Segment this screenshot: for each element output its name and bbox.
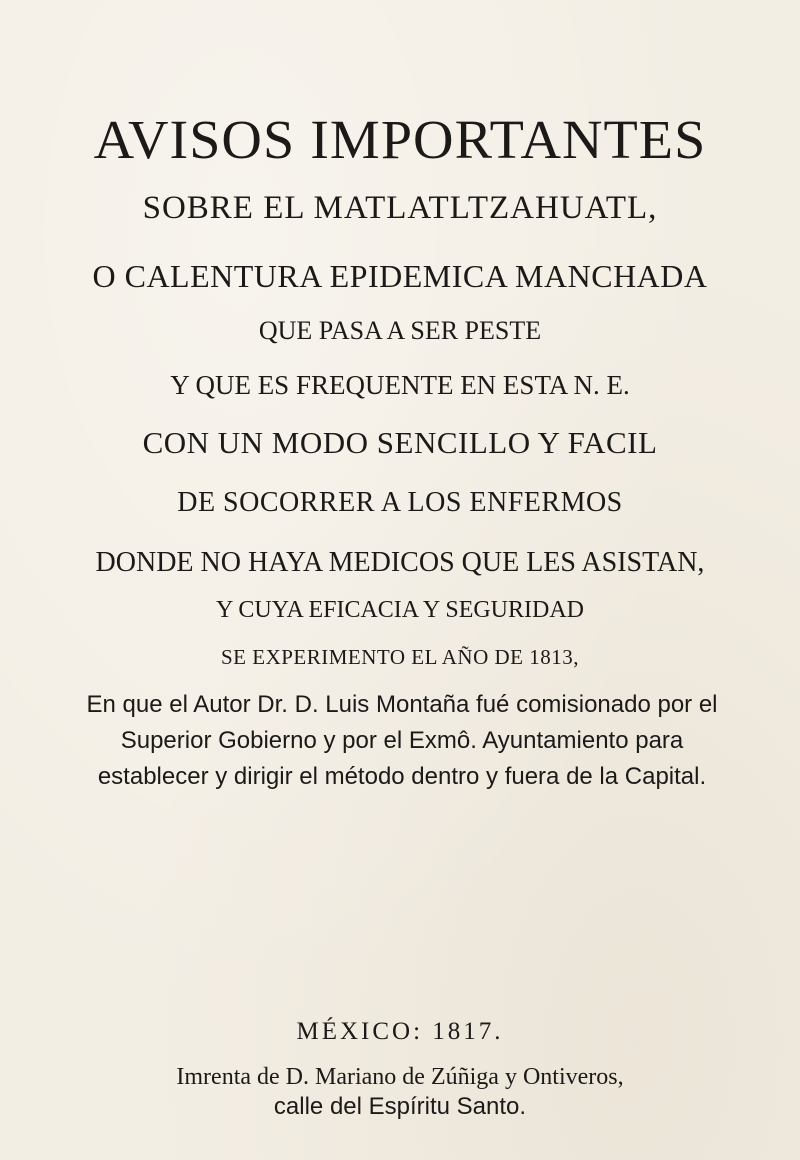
subtitle-line-2: O CALENTURA EPIDEMICA MANCHADA [92, 258, 708, 294]
subtitle-line-7: DONDE NO HAYA MEDICOS QUE LES ASISTAN, [95, 547, 705, 578]
author-paragraph: En que el Autor Dr. D. Luis Montaña fué comisionado por el Superior Gobierno y por el Exmô. Ayuntamiento para establecer y dirigir el método dentro y fuera de la Capital. [86, 691, 718, 790]
imprint [90, 1062, 710, 1122]
subtitle-line-9: SE EXPERIMENTO EL AÑO DE 1813, [221, 645, 579, 669]
imprint-line-2: calle del Espíritu Santo. [273, 1093, 527, 1120]
subtitle-line-5: CON UN MODO SENCILLO Y FACIL [142, 425, 658, 460]
imprint-line-1: Imrenta de D. Mariano de Zúñiga y Ontiveros, [176, 1064, 624, 1090]
subtitle-line-3: QUE PASA A SER PESTE [258, 316, 542, 345]
document-title: AVISOS IMPORTANTES [93, 109, 707, 170]
place-date: MÉXICO: 1817. [296, 1018, 504, 1045]
subtitle-line-8: Y CUYA EFICACIA Y SEGURIDAD [215, 597, 585, 623]
subtitle-line-6: DE SOCORRER A LOS ENFERMOS [177, 487, 623, 518]
subtitle-line-4: Y QUE ES FREQUENTE EN ESTA N. E. [170, 370, 630, 400]
subtitle-line-1: SOBRE EL MATLATLTZAHUATL, [142, 190, 658, 226]
